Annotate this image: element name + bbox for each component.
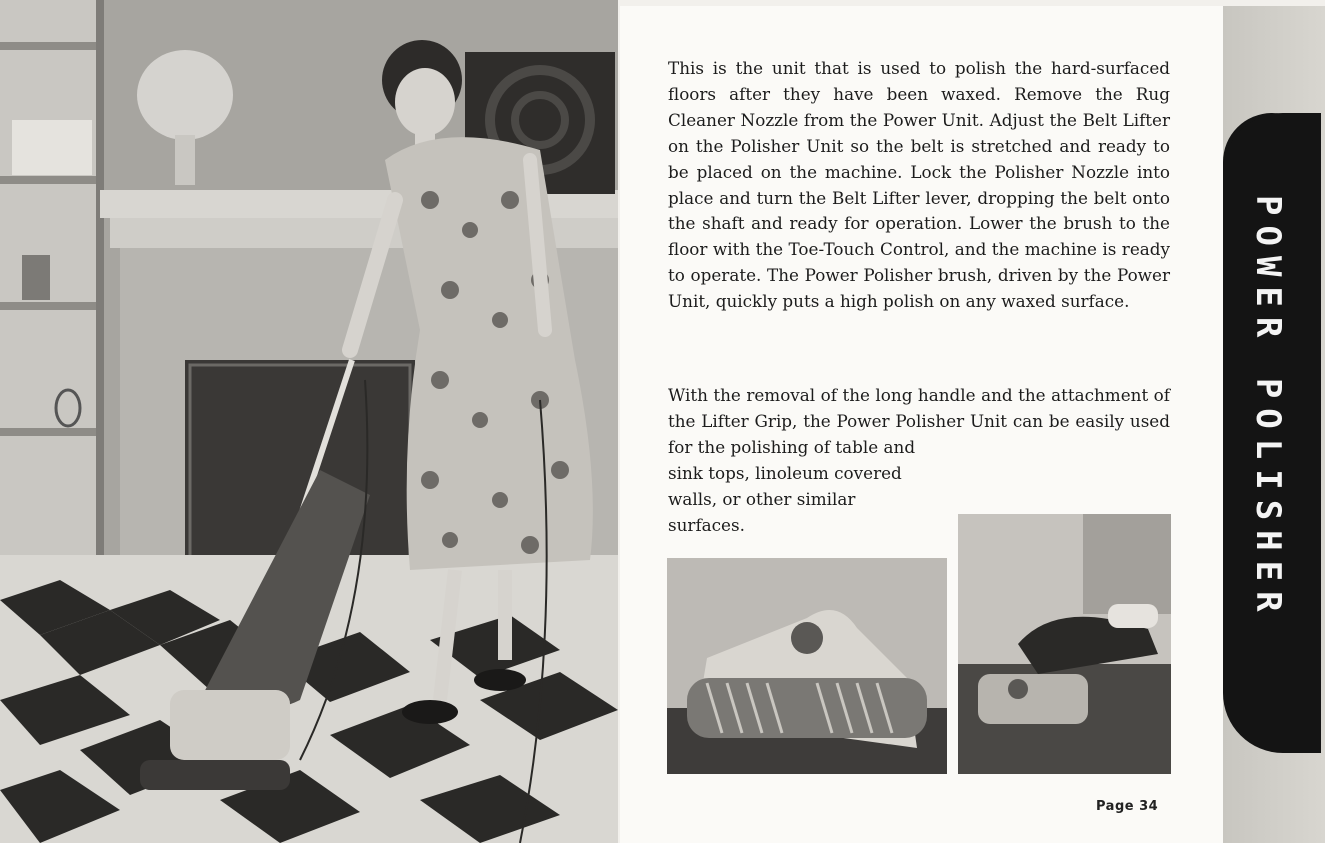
manual-page — [620, 6, 1223, 843]
page-number: Page 34 — [1096, 799, 1159, 814]
section-tab-label: POWER POLISHER — [1248, 195, 1288, 622]
polisher-nozzle-photo — [667, 558, 947, 774]
tabletop-polishing-illustration — [958, 514, 1171, 774]
attachment-paragraph-tail: sink tops, linoleum covered walls, or other similar surfaces. — [668, 463, 902, 535]
polisher-nozzle-illustration — [667, 558, 947, 774]
tabletop-polishing-photo — [958, 514, 1171, 774]
instructions-paragraph: This is the unit that is used to polish the hard-surfaced floors after they have been waxed. Remove the Rug Cleaner Nozzle from the Power Unit. Adjust the Belt Lifter on the Polisher Unit so the belt is stretched and ready to be placed on the machine. Lock the Polisher Nozzle into place and turn the Belt Lifter lever, dropping the belt onto the shaft and ready for operation. Lower the brush to the floor with the Toe-Touch Control, and the machine is ready to operate. The Power Polisher brush, driven by the Power Unit, quickly puts a high polish on any waxed surface. — [668, 58, 1170, 312]
main-photo-illustration — [0, 0, 618, 843]
main-photo-woman-polishing — [0, 0, 618, 843]
attachment-paragraph: With the removal of the long handle and the attachment of the Lifter Grip, the Power Polisher Unit can be easily used for the polishing of table and — [668, 385, 1170, 457]
